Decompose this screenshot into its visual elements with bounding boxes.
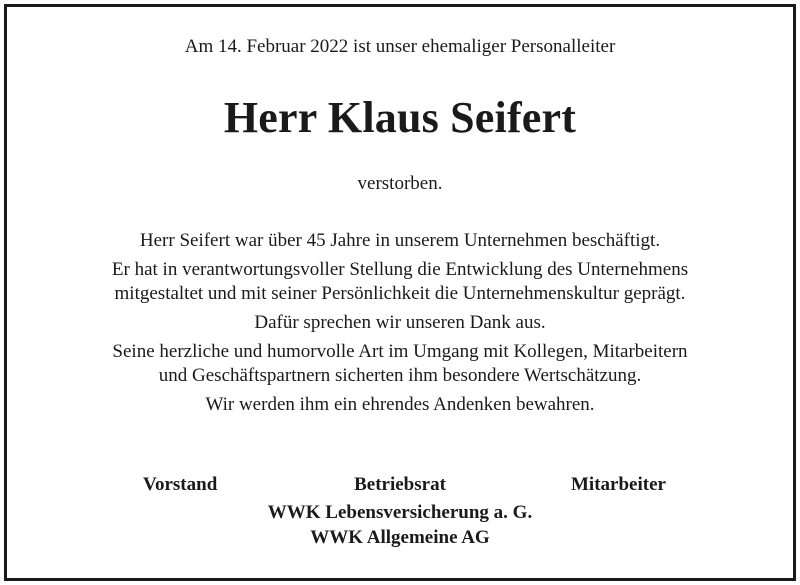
tribute-paragraph-character — [0, 340, 800, 389]
signatory-betriebsrat: Betriebsrat — [354, 474, 446, 495]
signatory-vorstand: Vorstand — [143, 474, 218, 495]
tribute-line: Dafür sprechen wir unseren Dank aus. — [254, 311, 546, 333]
tribute-line: Seine herzliche und humorvolle Art im Umgang mit Kollegen, Mitarbeitern — [112, 340, 688, 362]
tribute-line: mitgestaltet und mit seiner Persönlichkeit die Unternehmenskultur geprägt. — [114, 283, 686, 305]
tribute-paragraph-service — [0, 229, 800, 253]
tribute-line: Er hat in verantwortungsvoller Stellung die Entwicklung des Unternehmens — [111, 258, 689, 280]
tribute-text — [0, 229, 800, 422]
tribute-line: und Geschäftspartnern sicherten ihm besondere Wertschätzung. — [158, 364, 642, 386]
tribute-line: Wir werden ihm ein ehrendes Andenken bewahren. — [205, 393, 595, 415]
company-name-life: WWK Lebensversicherung a. G. — [267, 502, 533, 523]
tribute-line: Herr Seifert war über 45 Jahre in unserem Unternehmen beschäftigt. — [139, 230, 661, 251]
deceased-name: Herr Klaus Seifert — [223, 93, 577, 142]
deceased-word: verstorben. — [357, 173, 443, 194]
intro-line: Am 14. Februar 2022 ist unser ehemaliger Personalleiter — [184, 36, 616, 57]
tribute-paragraph-thanks — [0, 311, 800, 335]
signatory-mitarbeiter: Mitarbeiter — [571, 474, 666, 495]
tribute-paragraph-memory — [0, 393, 800, 417]
company-name-general: WWK Allgemeine AG — [310, 527, 490, 548]
tribute-paragraph-role — [0, 258, 800, 307]
